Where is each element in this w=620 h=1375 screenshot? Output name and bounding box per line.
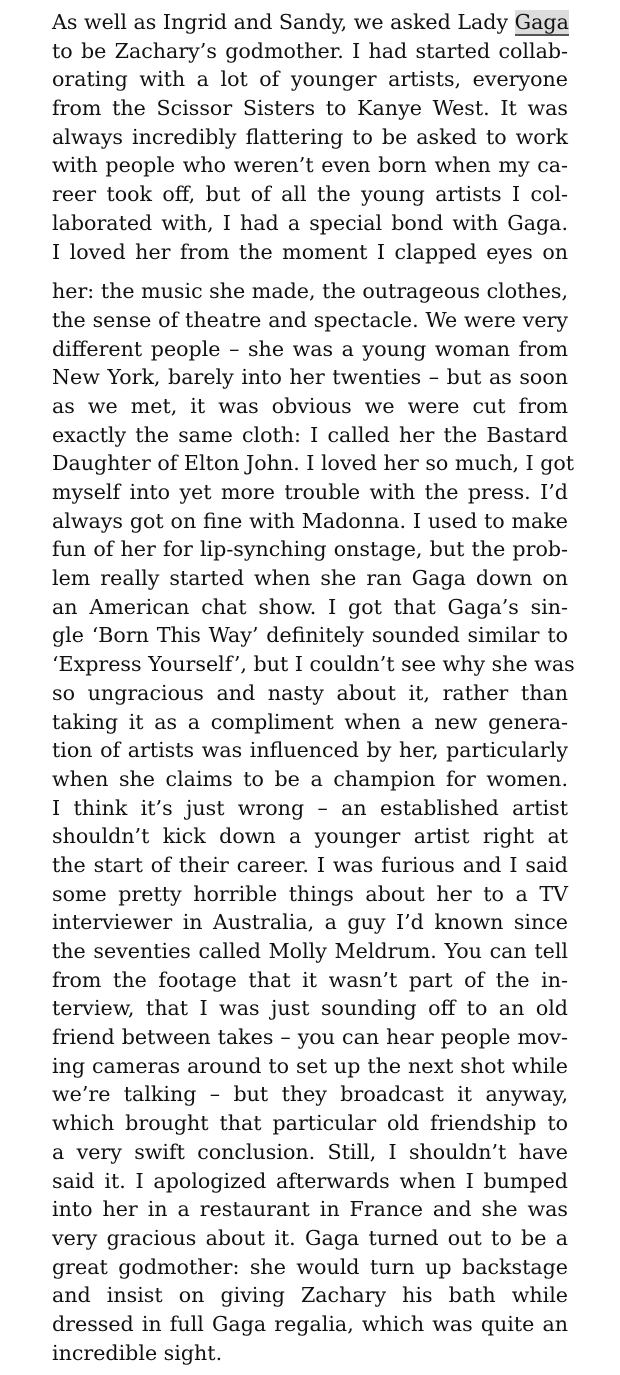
text-line: from the footage that it wasn’t part of the in- [52, 967, 568, 992]
text-line: as we met, it was obvious we were cut from [52, 393, 568, 418]
text-line: always incredibly flattering to be asked to work [52, 124, 568, 149]
text-line: I think it’s just wrong – an established artist [52, 795, 568, 820]
paragraph-top [52, 8, 568, 266]
text-line: ‘Express Yourself’, but I couldn’t see why she was [52, 652, 575, 677]
text-line: an American chat show. I got that Gaga’s sin- [52, 594, 568, 619]
text-line: and insist on giving Zachary his bath while [52, 1283, 568, 1308]
text-line: different people – she was a young woman from [52, 336, 568, 361]
text-line: which brought that particular old friendship to [52, 1111, 568, 1136]
text-line: shouldn’t kick down a younger artist right at [52, 824, 568, 849]
text-line: some pretty horrible things about her to a TV [52, 881, 568, 906]
text-line: terview, that I was just sounding off to an old [52, 996, 568, 1021]
text-line: very gracious about it. Gaga turned out to be a [52, 1225, 568, 1250]
text-line [52, 8, 568, 37]
text-line: reer took off, but of all the young artists I col- [52, 182, 568, 207]
text-line: always got on fine with Madonna. I used to make [52, 508, 568, 533]
text-line: said it. I apologized afterwards when I bumped [52, 1168, 568, 1193]
text-line: to be Zachary’s godmother. I had started collab- [52, 38, 568, 63]
text-line: her: the music she made, the outrageous clothes, [52, 279, 568, 304]
text-line: incredible sight. [52, 1340, 223, 1365]
text-line: when she claims to be a champion for women. [52, 766, 568, 791]
text-line: gle ‘Born This Way’ definitely sounded similar to [52, 623, 568, 648]
text-line: into her in a restaurant in France and she was [52, 1197, 568, 1222]
text-line: myself into yet more trouble with the press. I’d [52, 480, 568, 504]
text-line: from the Scissor Sisters to Kanye West. It was [52, 96, 568, 121]
text-line: a very swift conclusion. Still, I shouldn’t have [52, 1139, 568, 1164]
text-line: we’re talking – but they broadcast it anyway, [52, 1082, 568, 1107]
text-line: the sense of theatre and spectacle. We were very [52, 307, 568, 332]
text-line: taking it as a compliment when a new genera- [52, 709, 568, 734]
text-line: great godmother: she would turn up backstage [52, 1254, 568, 1279]
text-line: friend between takes – you can hear people mov- [52, 1025, 568, 1050]
highlighted-word[interactable]: Gaga [514, 10, 569, 34]
text-line: the start of their career. I was furious and I said [52, 852, 568, 877]
text-line: dressed in full Gaga regalia, which was quite an [52, 1311, 568, 1336]
text-line: lem really started when she ran Gaga down on [52, 566, 568, 591]
text-before-highlight: As well as Ingrid and Sandy, we asked Lady [52, 10, 509, 34]
paragraph-bottom [52, 277, 575, 1367]
text-line: fun of her for lip-synching onstage, but the prob- [52, 537, 568, 562]
column-gap [52, 266, 568, 277]
text-line: the seventies called Molly Meldrum. You can tell [52, 939, 568, 963]
text-line: interviewer in Australia, a guy I’d known since [52, 910, 568, 935]
text-line: exactly the same cloth: I called her the Bastard [52, 422, 568, 447]
text-line: orating with a lot of younger artists, everyone [52, 67, 568, 92]
text-line: so ungracious and nasty about it, rather than [52, 680, 568, 705]
text-line: Daughter of Elton John. I loved her so much, I got [52, 451, 575, 476]
text-line: tion of artists was influenced by her, particularly [52, 738, 568, 763]
text-line: ing cameras around to set up the next shot while [52, 1053, 568, 1078]
text-line: with people who weren’t even born when my ca- [52, 153, 568, 178]
page-text [52, 8, 575, 1367]
text-line: laborated with, I had a special bond with Gaga. [52, 210, 568, 235]
text-line: I loved her from the moment I clapped eyes on [52, 239, 568, 264]
text-line: New York, barely into her twenties – but as soon [52, 365, 568, 390]
